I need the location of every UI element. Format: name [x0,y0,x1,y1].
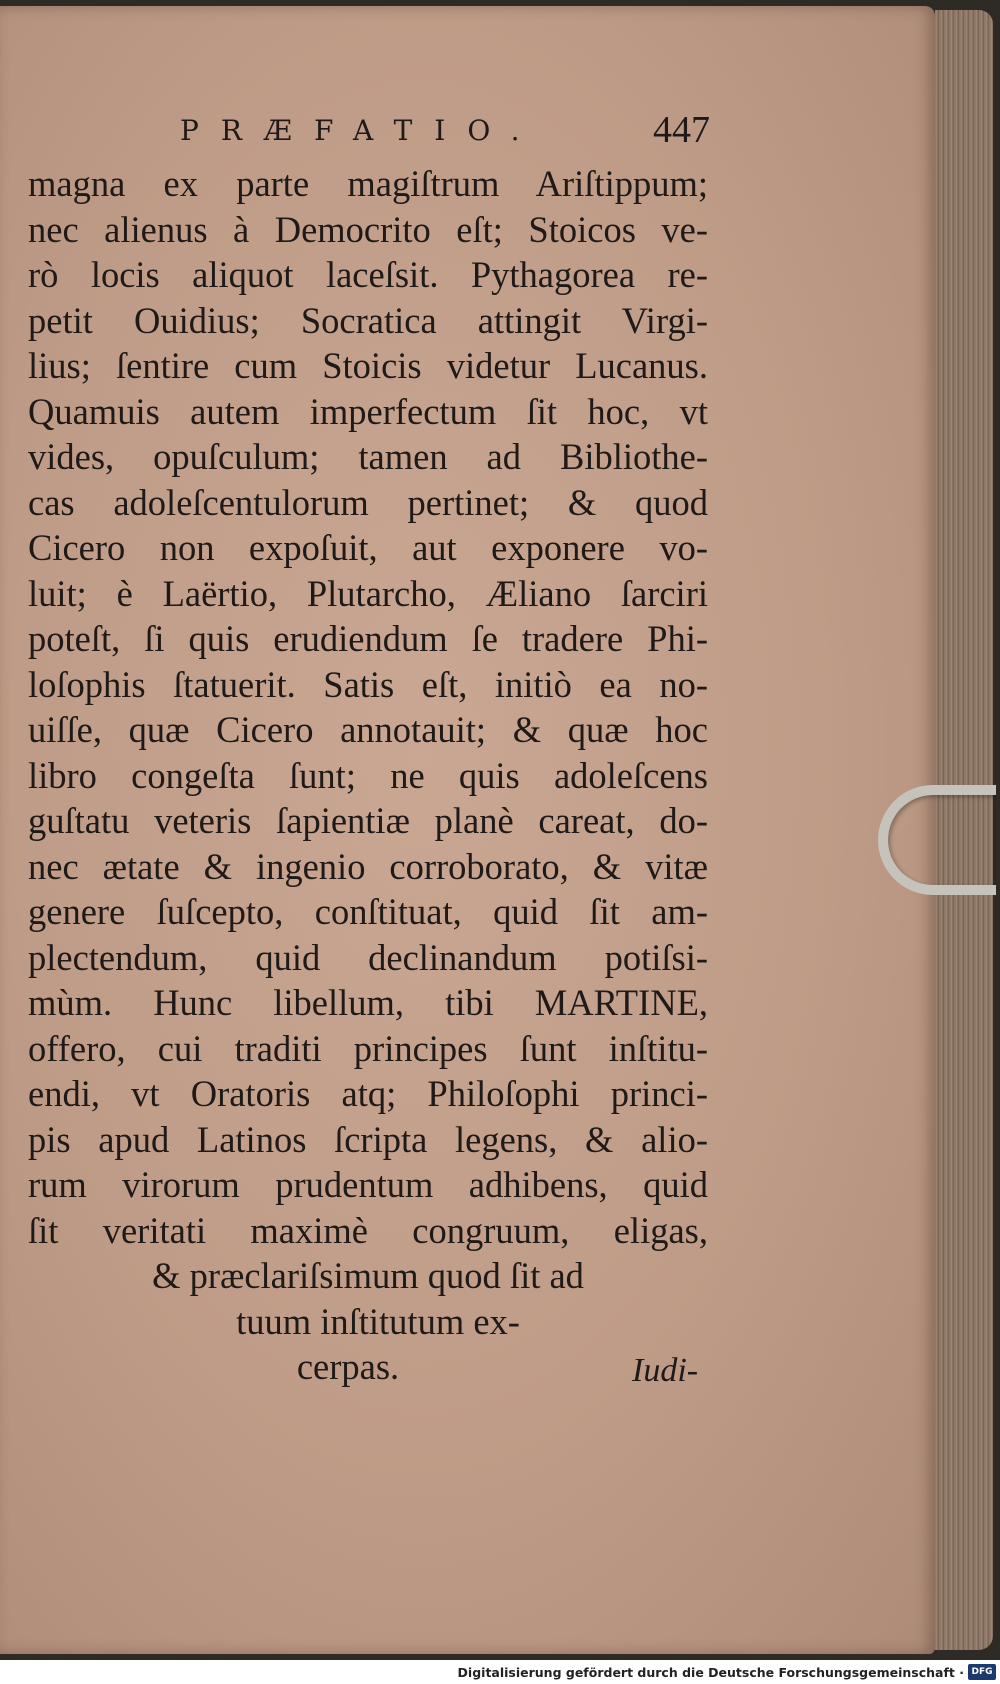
page-header [150,109,710,154]
text-line: Cicero non expoſuit, aut exponere vo- [28,527,708,568]
text-line: nec alienus à Democrito eſt; Stoicos ve- [28,208,708,250]
text-line: magna ex parte magiſtrum Ariſtippum; [28,163,708,204]
text-line: rò locis aliquot laceſsit. Pythagorea re- [28,254,708,295]
text-line: tuum inſtitutum ex- [236,1300,520,1342]
funding-credit: Digitalisierung gefördert durch die Deutsche Forschungsgemeinschaft · [457,1665,964,1680]
dfg-logo: DFG [968,1664,996,1680]
catchword: Iudi- [632,1352,699,1389]
text-line: genere ſuſcepto, conſtituat, quid ſit am- [28,891,708,932]
text-line: loſophis ſtatuerit. Satis eſt, initiò ea no- [28,663,708,705]
text-line: plectendum, quid declinandum potiſsi- [28,936,708,978]
text-line: mùm. Hunc libellum, tibi MARTINE, [28,982,708,1023]
text-line: rum virorum prudentum adhibens, quid [28,1164,708,1205]
text-line: endi, vt Oratoris atq; Philoſophi princi- [28,1073,708,1114]
digitization-footer [0,1662,1000,1684]
text-line: cas adoleſcentulorum pertinet; & quod [28,481,708,523]
text-line: ſit veritati maximè congruum, eligas, [28,1209,708,1251]
text-line: libro congeſta ſunt; ne quis adoleſcens [28,754,708,796]
text-line: nec ætate & ingenio corroborato, & vitæ [28,845,708,887]
text-line: petit Ouidius; Socratica attingit Virgi- [28,299,708,341]
text-line: & præclariſsimum quod ſit ad [152,1255,584,1296]
text-line: vides, opuſculum; tamen ad Bibliothe- [28,436,708,477]
text-line: lius; ſentire cum Stoicis videtur Lucanus. [28,345,708,386]
text-line: Quamuis autem imperfectum ſit hoc, vt [28,390,708,432]
text-line: uiſſe, quæ Cicero annotauit; & quæ hoc [28,709,708,750]
text-line: offero, cui traditi principes ſunt inſtitu- [28,1027,708,1069]
running-title: PRÆFATIO. [180,114,542,147]
page-clip-icon [878,785,996,895]
text-line: guſtatu veteris ſapientiæ planè careat, do- [28,800,708,841]
text-line: pis apud Latinos ſcripta legens, & alio- [28,1118,708,1160]
page-number: 447 [653,109,710,151]
text-line: luit; è Laërtio, Plutarcho, Æliano ſarciri [28,572,708,614]
text-line: poteſt, ſi quis erudiendum ſe tradere Phi- [28,618,708,659]
book-page [0,6,935,1654]
body-text [28,161,708,1390]
text-line: cerpas. [296,1346,400,1387]
